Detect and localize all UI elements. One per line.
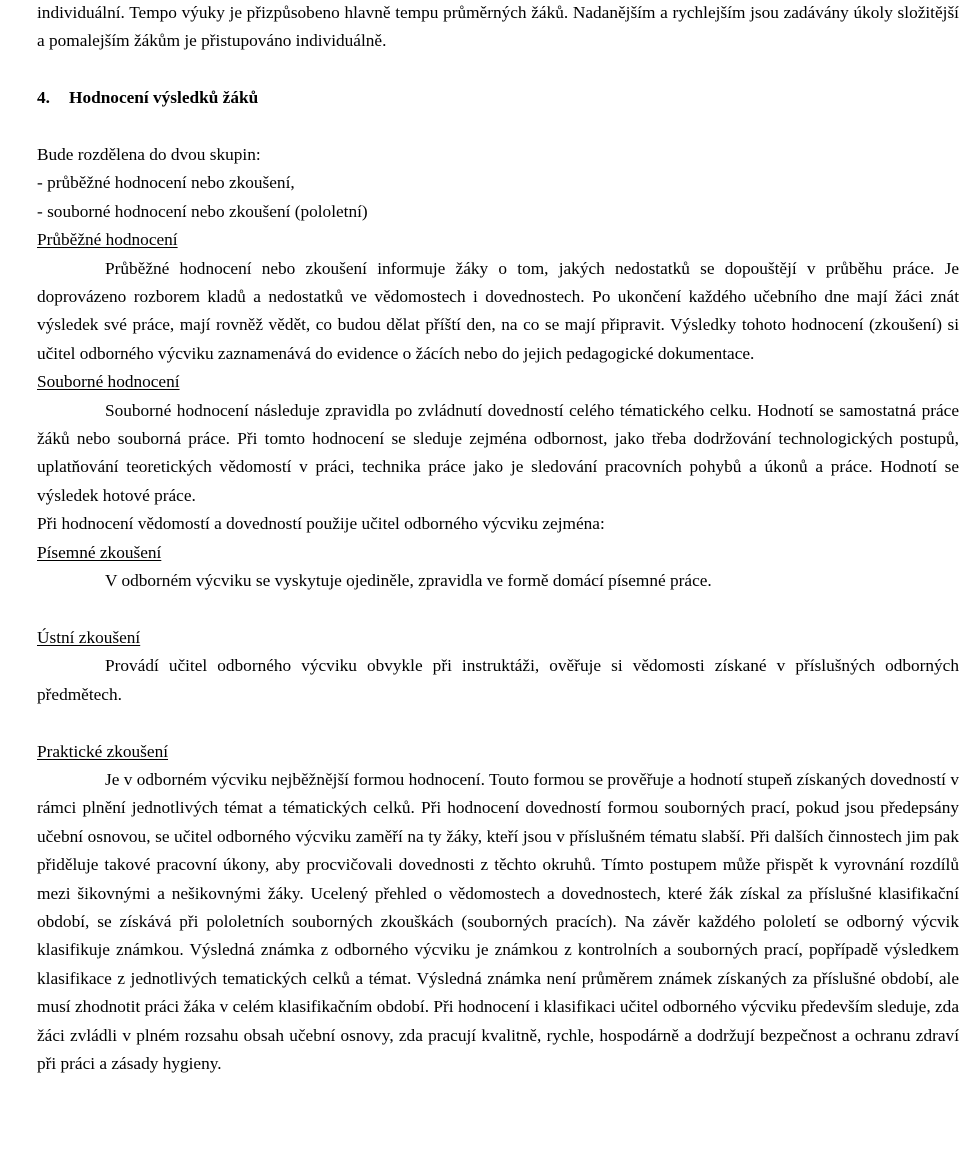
practical-paragraph: Je v odborném výcviku nejběžnější formou hodnocení. Touto formou se prověřuje a hodnotí stupeň získaných dovedností v rámci plnění jednotlivých témat a tématických celků. Při hodnocení dovedností formou souborných prací, pokud jsou předepsány učební osnovou, se učitel odborného výcviku zaměří na ty žáky, kteří jsou v příslušném tématu slabší. Při dalších činnostech jim pak přiděluje takové pracovní úkony, aby procvičovali dovednosti z těchto okruhů. Tímto postupem může přispět k vyrovnání rozdílů mezi šikovnými a nešikovnými žáky. Ucelený přehled o vědomostech a dovednostech, které žák získal za příslušné klasifikační období, se získává při pololetních souborných zkouškách (souborných pracích). Na závěr každého pololetí se odborný výcvik klasifikuje známkou. Výsledná známka z odborného výcviku je známkou z kontrolních a souborných prací, popřípadě výsledkem klasifikace z jednotlivých tematických celků a témat. Výsledná známka není průměrem známek získaných za příslušné období, ale musí zhodnotit práci žáka v celém klasifikačním období. Při hodnocení i klasifikaci učitel odborného výcviku především sleduje, zda žáci zvládli v plném rozsahu obsah učební osnovy, zda pracují kvalitně, rychle, hospodárně a dodržují bezpečnost a ochranu zdraví při práci a zásady hygieny. bbox=[37, 769, 959, 1073]
spacer bbox=[37, 709, 959, 737]
oral-paragraph: Provádí učitel odborného výcviku obvykle při instruktáži, ověřuje si vědomosti získané v příslušných odborných předmětech. bbox=[37, 656, 959, 704]
spacer bbox=[37, 56, 959, 84]
section-title: Hodnocení výsledků žáků bbox=[69, 88, 259, 108]
split-lead: Bude rozdělena do dvou skupin: bbox=[37, 145, 261, 164]
split-item: - souborné hodnocení nebo zkoušení (pololetní) bbox=[37, 201, 368, 221]
continuous-heading: Průběžné hodnocení bbox=[37, 230, 178, 250]
summary-paragraph: Souborné hodnocení následuje zpravidla po zvládnutí dovedností celého tématického celku. Hodnotí se samostatná práce žáků nebo souborná práce. Při tomto hodnocení se sleduje zejména odbornost, jako třeba dodržování technologických postupů, uplatňování teoretických vědomostí v práci, technika práce jako je sledování pracovních pohybů a úkonů a práce. Hodnotí se výsledek hotové práce. bbox=[37, 400, 959, 505]
section-heading bbox=[37, 84, 959, 112]
intro-paragraph: individuální. Tempo výuky je přizpůsobeno hlavně tempu průměrných žáků. Nadanějším a rychlejším jsou zadávány úkoly složitější a pomalejším žákům je přistupováno individuálně. bbox=[37, 3, 959, 51]
spacer bbox=[37, 596, 959, 624]
summary-heading: Souborné hodnocení bbox=[37, 372, 180, 392]
written-heading: Písemné zkoušení bbox=[37, 542, 162, 562]
assessment-lead: Při hodnocení vědomostí a dovedností použije učitel odborného výcviku zejména: bbox=[37, 514, 605, 534]
practical-heading: Praktické zkoušení bbox=[37, 741, 169, 761]
spacer bbox=[37, 113, 959, 141]
document-page bbox=[37, 0, 959, 1078]
continuous-paragraph: Průběžné hodnocení nebo zkoušení informuje žáky o tom, jakých nedostatků se dopouštějí v průběhu práce. Je doprovázeno rozborem kladů a nedostatků ve vědomostech i dovednostech. Po ukončení každého učebního dne mají žáci znát výsledek své práce, mají rovněž vědět, co budou dělat příští den, na co se mají připravit. Výsledky tohoto hodnocení (zkoušení) si učitel odborného výcviku zaznamenává do evidence o žácích nebo do jejich pedagogické dokumentace. bbox=[37, 258, 959, 363]
section-number: 4. bbox=[37, 88, 50, 108]
written-paragraph: V odborném výcviku se vyskytuje ojediněle, zpravidla ve formě domácí písemné práce. bbox=[105, 571, 712, 591]
split-item: - průběžné hodnocení nebo zkoušení, bbox=[37, 173, 295, 193]
oral-heading: Ústní zkoušení bbox=[37, 627, 141, 647]
